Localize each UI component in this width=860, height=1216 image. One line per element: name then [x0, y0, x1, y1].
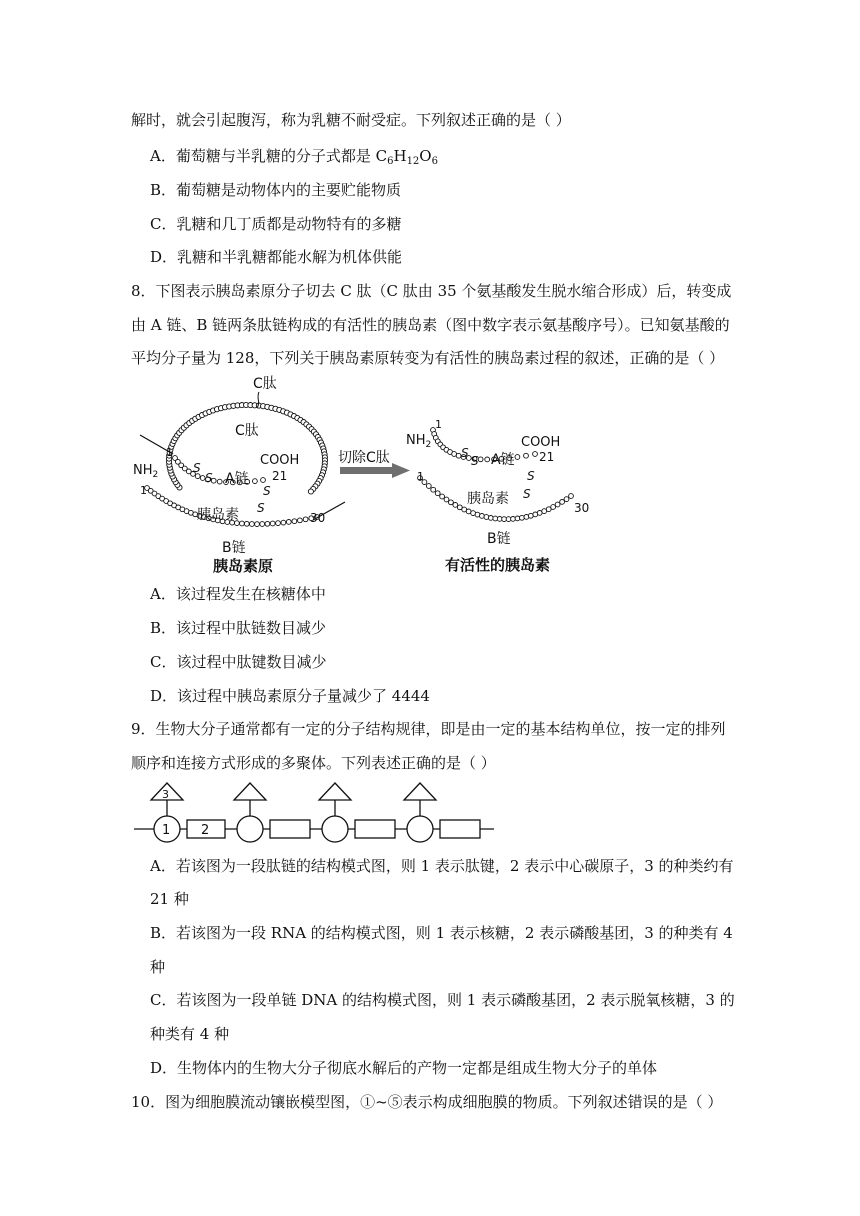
right-nh2-label: $NH_2$: [406, 433, 432, 450]
residue-30-label: 30: [310, 511, 326, 525]
label-2: 2: [201, 823, 210, 838]
rectangle: [440, 820, 480, 838]
disulfide-s2: S: [205, 471, 213, 485]
right-residue-30-label: 30: [574, 501, 590, 515]
q9-option-a-line-2: 21 种: [150, 890, 189, 908]
residue-bead: [520, 515, 525, 520]
residue-bead: [488, 516, 493, 521]
insulin-conversion-figure: [125, 372, 605, 582]
right-cooh-label: COOH: [521, 435, 561, 450]
triangle: [404, 783, 436, 800]
right-residue-1-b-label: 1: [417, 470, 424, 483]
residue-bead: [551, 505, 556, 510]
circle: [237, 816, 263, 842]
q8-stem-line-2: 由 A 链、B 链两条肽链构成的有活性的胰岛素（图中数字表示氨基酸序号）。已知氨基酸的: [131, 316, 730, 334]
proinsulin-caption: 胰岛素原: [213, 557, 274, 575]
q7-option-b: B．葡萄糖是动物体内的主要贮能物质: [150, 181, 402, 199]
residue-bead: [478, 457, 483, 462]
c-peptide-top-label: C肽: [253, 376, 277, 392]
q7-stem-continuation: 解时，就会引起腹泻，称为乳糖不耐受症。下列叙述正确的是（ ）: [131, 111, 571, 129]
c-peptide-inner-label: C肽: [235, 423, 259, 439]
residue-bead: [453, 503, 458, 508]
residue-21-label: 21: [272, 469, 288, 483]
residue-bead: [265, 521, 270, 526]
residue-bead: [308, 489, 313, 494]
label-3: 3: [162, 788, 169, 801]
residue-bead: [240, 521, 245, 526]
arrow-head: [392, 463, 410, 478]
right-residue-1-a-label: 1: [435, 418, 442, 431]
triangle: [319, 783, 351, 800]
nh2-label: $NH_2$: [133, 463, 159, 480]
residue-bead: [217, 479, 222, 484]
residue-bead: [253, 479, 258, 484]
arrow-shaft: [340, 467, 392, 474]
label-1: 1: [162, 823, 171, 838]
q8-option-b: B．该过程中肽链数目减少: [150, 619, 327, 637]
circle: [322, 816, 348, 842]
residue-bead: [569, 494, 574, 499]
cooh-label: COOH: [260, 453, 300, 468]
residue-bead: [426, 484, 431, 489]
arrow-label: 切除C肽: [338, 450, 390, 466]
q9-stem-line-2: 顺序和连接方式形成的多聚体。下列表述正确的是（ ）: [131, 754, 496, 772]
residue-bead: [261, 478, 266, 483]
right-disulfide-s2: S: [471, 454, 479, 468]
residue-bead: [435, 491, 440, 496]
residue-bead: [255, 522, 260, 527]
residue-bead: [524, 453, 529, 458]
residue-bead: [303, 517, 308, 522]
q9-option-a-line-1: A．若该图为一段肽链的结构模式图，则 1 表示肽键，2 表示中心碳原子，3 的种类约有: [150, 857, 734, 875]
residue-bead: [286, 520, 291, 525]
q9-option-b-line-2: 种: [150, 958, 166, 976]
b-chain-label: B链: [222, 540, 246, 556]
disulfide-s4: S: [257, 501, 265, 515]
residue-bead: [276, 521, 281, 526]
residue-bead: [260, 522, 265, 527]
residue-bead: [244, 521, 249, 526]
residue-bead: [533, 452, 538, 457]
insulin-label: 胰岛素: [197, 507, 239, 523]
q9-option-d: D．生物体内的生物大分子彻底水解后的产物一定都是组成生物大分子的单体: [150, 1059, 658, 1077]
right-b-chain-label: B链: [487, 531, 511, 547]
residue-bead: [250, 522, 255, 527]
residue-bead: [298, 518, 303, 523]
q10-stem-line-1: 10．图为细胞膜流动镶嵌模型图，①~⑤表示构成细胞膜的物质。下列叙述错误的是（ ）: [131, 1093, 723, 1111]
q8-option-c: C．该过程中肽键数目减少: [150, 653, 327, 671]
q9-option-b-line-1: B．若该图为一段 RNA 的结构模式图，则 1 表示核糖，2 表示磷酸基团，3 的种类有 4: [150, 924, 733, 942]
right-disulfide-s1: S: [461, 446, 469, 460]
residue-bead: [431, 487, 436, 492]
q8-option-a: A．该过程发生在核糖体中: [150, 585, 326, 603]
q7-option-c: C．乳糖和几丁质都是动物特有的多糖: [150, 215, 402, 233]
rectangle: [270, 820, 310, 838]
right-disulfide-s3: S: [527, 469, 535, 483]
residue-1-b-label: 1: [140, 484, 147, 497]
right-a-chain-label: A链: [491, 452, 515, 468]
q9-option-c-line-2: 种类有 4 种: [150, 1025, 230, 1043]
residue-bead: [560, 500, 565, 505]
residue-bead: [480, 514, 485, 519]
residue-bead: [440, 494, 445, 499]
q8-stem-line-1: 8．下图表示胰岛素原分子切去 C 肽（C 肽由 35 个氨基酸发生脱水缩合形成）后，转变成: [131, 282, 732, 300]
a-chain-label: A链: [225, 471, 249, 487]
residue-bead: [444, 497, 449, 502]
polymer-structure-figure: [134, 778, 499, 848]
disulfide-s1: S: [193, 461, 201, 475]
q9-stem-line-1: 9．生物大分子通常都有一定的分子结构规律，即是由一定的基本结构单位，按一定的排列: [131, 720, 726, 738]
right-residue-21-label: 21: [539, 450, 555, 464]
right-insulin-label: 胰岛素: [467, 491, 509, 507]
residue-bead: [270, 521, 275, 526]
active-insulin-caption: 有活性的胰岛素: [445, 556, 551, 574]
rectangle: [355, 820, 395, 838]
residue-bead: [511, 517, 516, 522]
residue-bead: [555, 502, 560, 507]
q7-option-d: D．乳糖和半乳糖都能水解为机体供能: [150, 248, 403, 266]
triangle: [234, 783, 266, 800]
residue-bead: [564, 497, 569, 502]
right-disulfide-s4: S: [523, 487, 531, 501]
residue-bead: [292, 519, 297, 524]
residue-bead: [281, 520, 286, 525]
residue-1-a-label: 1: [166, 446, 173, 459]
residue-bead: [449, 500, 454, 505]
residue-bead: [485, 457, 490, 462]
disulfide-s3: S: [263, 484, 271, 498]
q8-stem-line-3: 平均分子量为 128，下列关于胰岛素原转变为有活性的胰岛素过程的叙述，正确的是（ ）: [131, 349, 725, 367]
residue-bead: [515, 455, 520, 460]
circle: [407, 816, 433, 842]
q7-option-a: A．葡萄糖与半乳糖的分子式都是 $C_6H_{12}O_6$: [150, 147, 438, 167]
q9-option-c-line-1: C．若该图为一段单链 DNA 的结构模式图，则 1 表示磷酸基团，2 表示脱氧核糖，3 的: [150, 991, 735, 1009]
q8-option-d: D．该过程中胰岛素原分子量减少了 4444: [150, 687, 430, 705]
